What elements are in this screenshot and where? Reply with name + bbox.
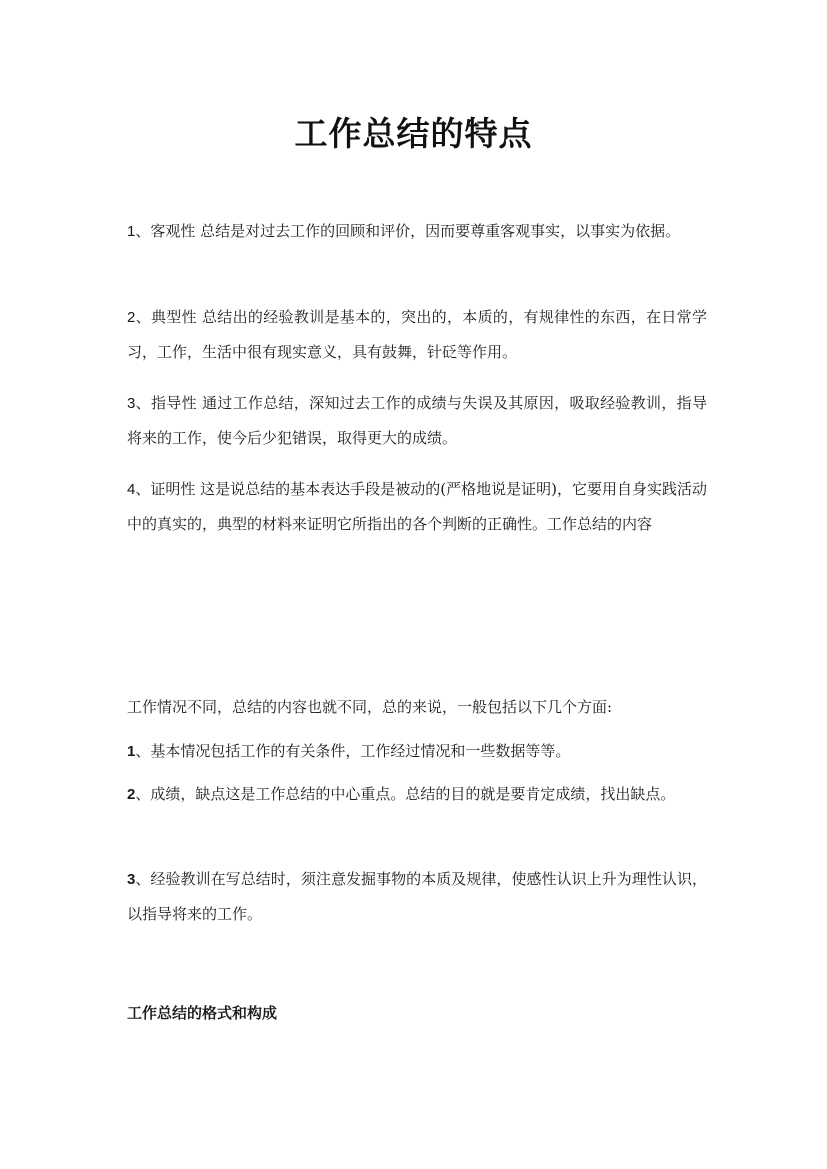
feature-paragraph-2 <box>127 300 707 369</box>
content-item-number: 2 <box>127 786 136 803</box>
content-item-2 <box>127 777 707 812</box>
content-item-number: 1 <box>127 743 136 760</box>
content-item-number: 3 <box>127 871 136 888</box>
feature-paragraph-1 <box>127 214 707 249</box>
feature-number: 1 <box>127 223 136 240</box>
feature-text: 、证明性 这是说总结的基本表达手段是被动的(严格地说是证明)，它要用自身实践活动中的真实的，典型的材料来证明它所指出的各个判断的正确性。工作总结的内容 <box>127 480 707 533</box>
feature-number: 3 <box>127 395 136 412</box>
content-intro: 工作情况不同，总结的内容也就不同，总的来说，一般包括以下几个方面: <box>127 698 613 716</box>
content-item-1 <box>127 734 707 769</box>
feature-number: 2 <box>127 309 136 326</box>
content-item-3 <box>127 862 707 931</box>
content-item-text: 、经验教训在写总结时，须注意发掘事物的本质及规律，使感性认识上升为理性认识，以指导将来的工作。 <box>127 870 707 923</box>
content-item-text: 、基本情况包括工作的有关条件，工作经过情况和一些数据等等。 <box>135 742 571 760</box>
feature-number: 4 <box>127 481 136 498</box>
feature-text: 、客观性 总结是对过去工作的回顾和评价，因而要尊重客观事实，以事实为依据。 <box>135 222 681 240</box>
feature-paragraph-4 <box>127 472 707 541</box>
feature-text: 、指导性 通过工作总结，深知过去工作的成绩与失误及其原因，吸取经验教训，指导将来的工作，使今后少犯错误，取得更大的成绩。 <box>127 394 707 447</box>
page-title: 工作总结的特点 <box>294 114 533 153</box>
content-item-text: 、成绩，缺点这是工作总结的中心重点。总结的目的就是要肯定成绩，找出缺点。 <box>135 785 676 803</box>
feature-text: 、典型性 总结出的经验教训是基本的，突出的，本质的，有规律性的东西，在日常学习，工作，生活中很有现实意义，具有鼓舞，针砭等作用。 <box>127 308 707 361</box>
section-heading: 工作总结的格式和构成 <box>127 1004 278 1022</box>
feature-paragraph-3 <box>127 386 707 455</box>
